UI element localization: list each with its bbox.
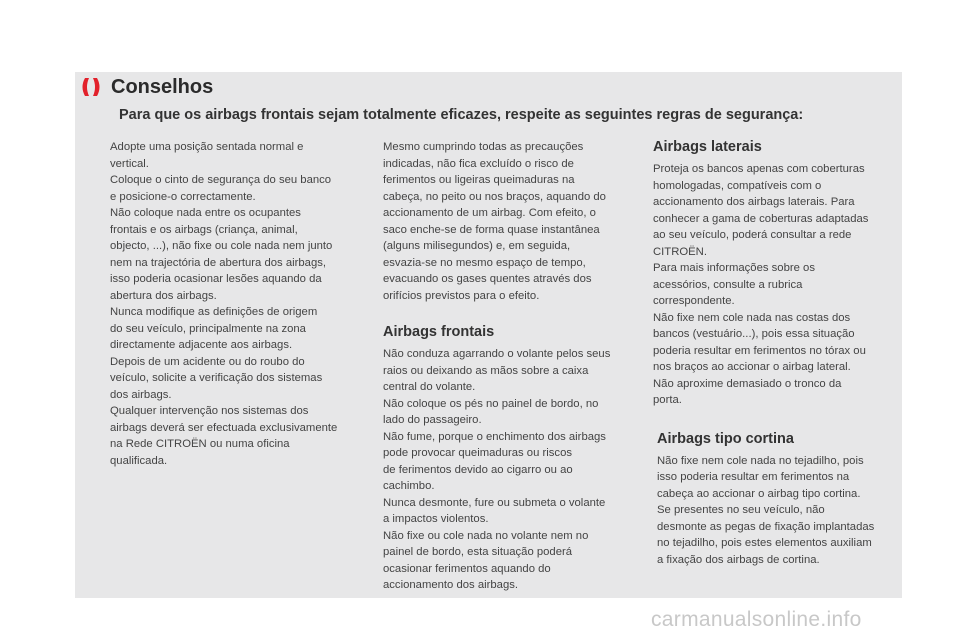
general-advice-line: do seu veículo, principalmente na zona bbox=[110, 322, 306, 335]
warning-icon bbox=[80, 77, 102, 97]
frontal-airbags-text bbox=[383, 346, 638, 594]
general-advice-line: na Rede CITROËN ou numa oficina bbox=[110, 438, 290, 450]
risk-intro-line: accionamento de um airbag. Com efeito, o bbox=[383, 207, 596, 219]
general-advice-line: qualificada. bbox=[110, 454, 168, 467]
side-airbags-line: bancos (vestuário...), pois essa situação bbox=[653, 328, 855, 340]
risk-intro-line: ferimentos ou ligeiras queimaduras na bbox=[383, 174, 575, 186]
frontal-airbags-line: Nunca desmonte, fure ou submeta o volante bbox=[383, 496, 606, 509]
frontal-airbags-column bbox=[383, 139, 638, 594]
general-advice-column bbox=[110, 139, 365, 469]
side-airbags-line: CITROËN. bbox=[653, 245, 707, 258]
side-airbags-line: Para mais informações sobre os bbox=[653, 262, 815, 274]
side-airbags-line: porta. bbox=[653, 394, 682, 406]
side-airbags-line: poderia resultar em ferimentos no tórax ou bbox=[653, 344, 866, 357]
frontal-airbags-line: lado do passageiro. bbox=[383, 414, 482, 426]
general-advice-line: Adopte uma posição sentada normal e bbox=[110, 141, 304, 153]
risk-intro-text bbox=[383, 139, 638, 304]
frontal-airbags-line: Não fume, porque o enchimento dos airbags bbox=[383, 430, 606, 443]
general-advice-line: airbags deverá ser efectuada exclusivamente bbox=[110, 421, 338, 434]
side-airbags-line: homologadas, compatíveis com o bbox=[653, 179, 822, 192]
side-airbags-line: acessórios, consulte a rubrica bbox=[653, 278, 803, 291]
side-airbags-line: conhecer a gama de coberturas adaptadas bbox=[653, 212, 869, 225]
risk-intro-line: orifícios previstos para o efeito. bbox=[383, 289, 540, 302]
side-airbags-line: nos braços ao accionar o airbag lateral. bbox=[653, 361, 851, 373]
general-advice-line: directamente adjacente aos airbags. bbox=[110, 339, 293, 351]
page-subtitle: Para que os airbags frontais sejam totalmente eficazes, respeite as seguintes regras de segurança: bbox=[119, 107, 804, 123]
general-advice-line: abertura dos airbags. bbox=[110, 289, 217, 302]
curtain-airbags-line: desmonte as pegas de fixação implantadas bbox=[657, 520, 875, 533]
side-airbags-line: ao seu veículo, poderá consultar a rede bbox=[653, 229, 852, 241]
frontal-airbags-line: pode provocar queimaduras ou riscos bbox=[383, 447, 573, 459]
general-advice-text bbox=[110, 139, 365, 469]
frontal-airbags-heading: Airbags frontais bbox=[383, 324, 495, 340]
curtain-airbags-line: a fixação dos airbags de cortina. bbox=[657, 553, 820, 566]
frontal-airbags-line: accionamento dos airbags. bbox=[383, 579, 519, 591]
side-airbags-text bbox=[653, 161, 903, 409]
risk-intro-line: indicadas, não fica excluído o risco de bbox=[383, 157, 574, 170]
frontal-airbags-line: de ferimentos devido ao cigarro ou ao bbox=[383, 463, 573, 476]
side-airbags-line: Não aproxime demasiado o tronco da bbox=[653, 377, 842, 390]
frontal-airbags-line: a impactos violentos. bbox=[383, 513, 489, 525]
watermark: carmanualsonline.info bbox=[651, 608, 862, 631]
curtain-airbags-line: cabeça ao accionar o airbag tipo cortina. bbox=[657, 487, 861, 500]
general-advice-line: Qualquer intervenção nos sistemas dos bbox=[110, 405, 309, 417]
side-airbags-line: Proteja os bancos apenas com coberturas bbox=[653, 163, 865, 175]
frontal-airbags-line: cachimbo. bbox=[383, 480, 435, 492]
general-advice-line: frontais e os airbags (criança, animal, bbox=[110, 223, 298, 236]
curtain-airbags-text bbox=[657, 453, 903, 569]
curtain-airbags-line: Se presentes no seu veículo, não bbox=[657, 504, 825, 516]
side-airbags-line: Não fixe nem cole nada nas costas dos bbox=[653, 311, 851, 324]
side-airbags-line: accionamento dos airbags laterais. Para bbox=[653, 196, 855, 208]
frontal-airbags-line: painel de bordo, esta situação poderá bbox=[383, 546, 573, 558]
risk-intro-line: cabeça, no peito ou nos braços, aquando do bbox=[383, 190, 606, 203]
curtain-airbags-line: no tejadilho, pois estes elementos auxiliam bbox=[657, 537, 872, 549]
curtain-airbags-line: isso poderia resultar em ferimentos na bbox=[657, 471, 850, 483]
general-advice-line: Nunca modifique as definições de origem bbox=[110, 306, 318, 318]
risk-intro-line: Mesmo cumprindo todas as precauções bbox=[383, 141, 584, 153]
frontal-airbags-line: Não coloque os pés no painel de bordo, no bbox=[383, 397, 599, 410]
side-airbags-line: correspondente. bbox=[653, 295, 735, 307]
frontal-airbags-line: Não conduza agarrando o volante pelos seus bbox=[383, 348, 611, 360]
page-title: Conselhos bbox=[111, 76, 214, 98]
general-advice-line: veículo, solicite a verificação dos sistemas bbox=[110, 372, 323, 384]
risk-intro-line: (alguns milisegundos) e, em seguida, bbox=[383, 240, 571, 252]
general-advice-line: e posicione-o correctamente. bbox=[110, 190, 256, 203]
general-advice-line: Não coloque nada entre os ocupantes bbox=[110, 207, 301, 219]
curtain-airbags-line: Não fixe nem cole nada no tejadilho, pois bbox=[657, 454, 864, 467]
risk-intro-line: esvazia-se no mesmo espaço de tempo, bbox=[383, 256, 586, 269]
side-airbags-heading: Airbags laterais bbox=[653, 139, 762, 155]
general-advice-line: isso poderia ocasionar lesões aquando da bbox=[110, 273, 322, 285]
general-advice-line: nem na trajectória de abertura dos airbags, bbox=[110, 256, 327, 269]
general-advice-line: Depois de um acidente ou do roubo do bbox=[110, 355, 305, 368]
general-advice-line: vertical. bbox=[110, 157, 149, 170]
side-airbags-column bbox=[653, 139, 903, 568]
general-advice-line: objecto, ...), não fixe ou cole nada nem junto bbox=[110, 240, 333, 252]
frontal-airbags-line: raios ou deixando as mãos sobre a caixa bbox=[383, 364, 589, 377]
risk-intro-line: evacuando os gases quentes através dos bbox=[383, 273, 592, 285]
general-advice-line: Coloque o cinto de segurança do seu banco bbox=[110, 174, 332, 186]
frontal-airbags-line: Não fixe ou cole nada no volante nem no bbox=[383, 529, 589, 542]
frontal-airbags-line: ocasionar ferimentos aquando do bbox=[383, 562, 551, 575]
frontal-airbags-line: central do volante. bbox=[383, 381, 476, 393]
general-advice-line: dos airbags. bbox=[110, 388, 172, 401]
risk-intro-line: saco enche-se de forma quase instantânea bbox=[383, 223, 600, 236]
curtain-airbags-heading: Airbags tipo cortina bbox=[657, 430, 794, 447]
